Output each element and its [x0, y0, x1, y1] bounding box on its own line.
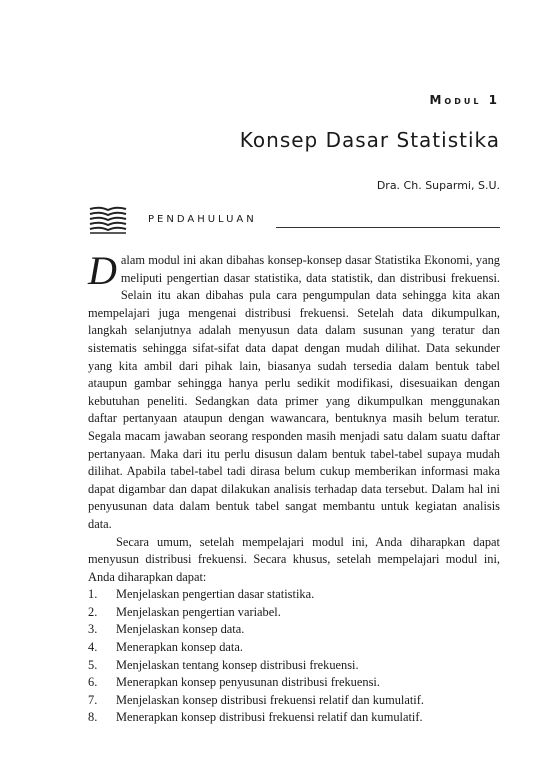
module-label: Modul 1	[429, 93, 500, 107]
objectives-list	[88, 586, 500, 727]
list-item	[88, 692, 500, 710]
list-number: 7.	[88, 692, 98, 707]
list-number: 2.	[88, 604, 98, 619]
list-text: Menjelaskan tentang konsep distribusi frekuensi.	[116, 657, 359, 672]
list-text: Menjelaskan pengertian variabel.	[116, 604, 281, 619]
author: Dra. Ch. Suparmi, S.U.	[376, 179, 500, 192]
section-header	[88, 204, 500, 234]
list-item	[88, 674, 500, 692]
list-number: 5.	[88, 657, 98, 672]
list-text: Menjelaskan konsep data.	[116, 622, 245, 637]
list-item	[88, 586, 500, 604]
intro-paragraph	[88, 248, 500, 534]
list-item	[88, 709, 500, 727]
list-item	[88, 621, 500, 639]
page-title: Konsep Dasar Statistika	[239, 128, 500, 152]
list-number: 8.	[88, 710, 98, 725]
objectives-intro: Secara umum, setelah mempelajari modul ini, Anda diharapkan dapat menyusun distribusi frekuensi. Secara khusus, setelah mempelajari modul ini, Anda diharapkan dapat:	[88, 534, 500, 584]
list-number: 3.	[88, 622, 98, 637]
book-stack-icon	[88, 206, 128, 234]
intro-text: alam modul ini akan dibahas konsep-konsep dasar Statistika Ekonomi, yang meliputi pengertian dasar statistika, data statistik, dan distribusi frekuensi. Selain itu akan dibahas pula cara pengumpulan data sehingga kita akan mempelajari juga mengenai distribusi frekuensi. Setelah data dikumpulkan, langkah selanjutnya adalah menyusun data dalam susunan yang teratur dan sistematis sehingga sifat-sifat data dapat dengan mudah dilihat. Data sekunder yang kita ambil dari pihak lain, biasanya sudah tersedia dalam bentuk tabel ataupun gambar sehingga hanya perlu sedikit modifikasi, disesuaikan dengan kebutuhan peneliti. Sedangkan data primer yang dikumpulkan menggunakan daftar pertanyaan ataupun dengan wawancara, bentuknya masih belum teratur. Segala macam jawaban seorang responden masih menjadi satu dalam suatu daftar pertanyaan. Maka dari itu perlu disusun dalam bentuk tabel-tabel supaya mudah dilihat. Apabila tabel-tabel tadi dirasa belum cukup memberikan informasi maka dapat digambar dan dapat dilakukan analisis terhadap data tersebut. Dalam hal ini penyusunan data dalam bentuk tabel sangat membantu untuk kegiatan analisis data.	[88, 253, 500, 531]
list-text: Menjelaskan konsep distribusi frekuensi relatif dan kumulatif.	[116, 692, 424, 707]
list-text: Menerapkan konsep data.	[116, 640, 243, 655]
body-text	[88, 248, 500, 727]
list-number: 1.	[88, 587, 98, 602]
list-item	[88, 657, 500, 675]
list-number: 4.	[88, 640, 98, 655]
list-number: 6.	[88, 675, 98, 690]
drop-cap: D	[88, 248, 117, 293]
section-divider	[276, 227, 500, 228]
list-text: Menjelaskan pengertian dasar statistika.	[116, 587, 315, 602]
list-item	[88, 639, 500, 657]
section-title: PENDAHULUAN	[148, 214, 257, 225]
list-text: Menerapkan konsep distribusi frekuensi relatif dan kumulatif.	[116, 710, 423, 725]
list-item	[88, 604, 500, 622]
list-text: Menerapkan konsep penyusunan distribusi frekuensi.	[116, 675, 380, 690]
